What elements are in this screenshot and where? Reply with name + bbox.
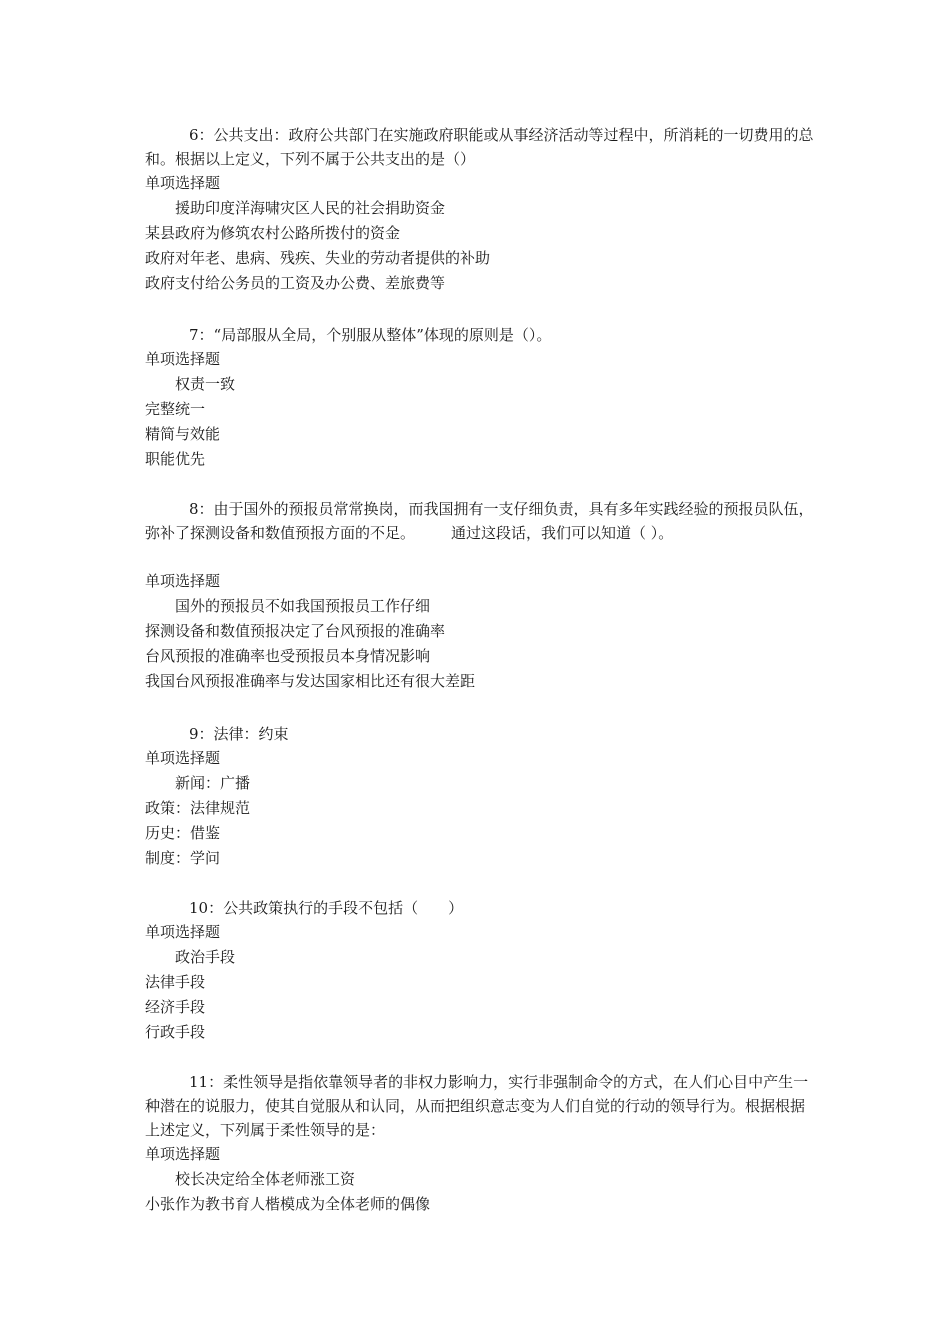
option-d: 行政手段 <box>145 1023 206 1041</box>
option-a: 援助印度洋海啸灾区人民的社会捐助资金 <box>175 199 446 217</box>
option-b: 政策：法律规范 <box>145 799 251 817</box>
question-stem: 7：“局部服从全局，个别服从整体”体现的原则是（）。 <box>189 326 552 344</box>
question-type: 单项选择题 <box>145 749 221 767</box>
option-a: 国外的预报员不如我国预报员工作仔细 <box>175 597 431 615</box>
option-b: 完整统一 <box>145 400 206 418</box>
option-d: 我国台风预报准确率与发达国家相比还有很大差距 <box>145 672 476 690</box>
option-c: 精简与效能 <box>145 425 221 443</box>
question-6 <box>145 123 815 296</box>
question-type: 单项选择题 <box>145 174 221 192</box>
option-d: 制度：学问 <box>145 849 221 867</box>
option-a: 校长决定给全体老师涨工资 <box>175 1170 356 1188</box>
option-c: 历史：借鉴 <box>145 824 221 842</box>
option-b: 探测设备和数值预报决定了台风预报的准确率 <box>145 622 446 640</box>
question-11 <box>145 1070 815 1217</box>
option-a: 政治手段 <box>175 948 236 966</box>
option-b: 小张作为教书育人楷模成为全体老师的偶像 <box>145 1195 431 1213</box>
question-stem: 11：柔性领导是指依靠领导者的非权力影响力，实行非强制命令的方式，在人们心目中产生一种潜在的说服力，使其自觉服从和认同，从而把组织意志变为人们自觉的行动的领导行为。根据根据上述定义，下列属于柔性领导的是： <box>145 1073 809 1139</box>
question-7 <box>145 323 815 472</box>
question-9 <box>145 722 815 871</box>
question-8 <box>145 497 815 694</box>
question-stem: 9：法律：约束 <box>189 725 289 743</box>
option-b: 某县政府为修筑农村公路所拨付的资金 <box>145 224 401 242</box>
option-b: 法律手段 <box>145 973 206 991</box>
option-a: 权责一致 <box>175 375 236 393</box>
question-stem-tail: 通过这段话，我们可以知道（ ）。 <box>451 524 674 542</box>
option-d: 职能优先 <box>145 450 206 468</box>
question-stem: 10：公共政策执行的手段不包括（ ） <box>189 899 464 917</box>
question-type: 单项选择题 <box>145 1145 221 1163</box>
question-10 <box>145 896 815 1045</box>
option-d: 政府支付给公务员的工资及办公费、差旅费等 <box>145 274 446 292</box>
question-type: 单项选择题 <box>145 923 221 941</box>
option-a: 新闻：广播 <box>175 774 251 792</box>
option-c: 台风预报的准确率也受预报员本身情况影响 <box>145 647 431 665</box>
option-c: 政府对年老、患病、残疾、失业的劳动者提供的补助 <box>145 249 491 267</box>
question-stem: 6：公共支出：政府公共部门在实施政府职能或从事经济活动等过程中，所消耗的一切费用的总和。根据以上定义，下列不属于公共支出的是（） <box>145 126 814 168</box>
question-type: 单项选择题 <box>145 572 221 590</box>
option-c: 经济手段 <box>145 998 206 1016</box>
question-type: 单项选择题 <box>145 350 221 368</box>
question-stem <box>145 497 815 545</box>
question-stem-main: 8：由于国外的预报员常常换岗，而我国拥有一支仔细负责，具有多年实践经验的预报员队伍，弥补了探测设备和数值预报方面的不足。 <box>145 500 814 542</box>
